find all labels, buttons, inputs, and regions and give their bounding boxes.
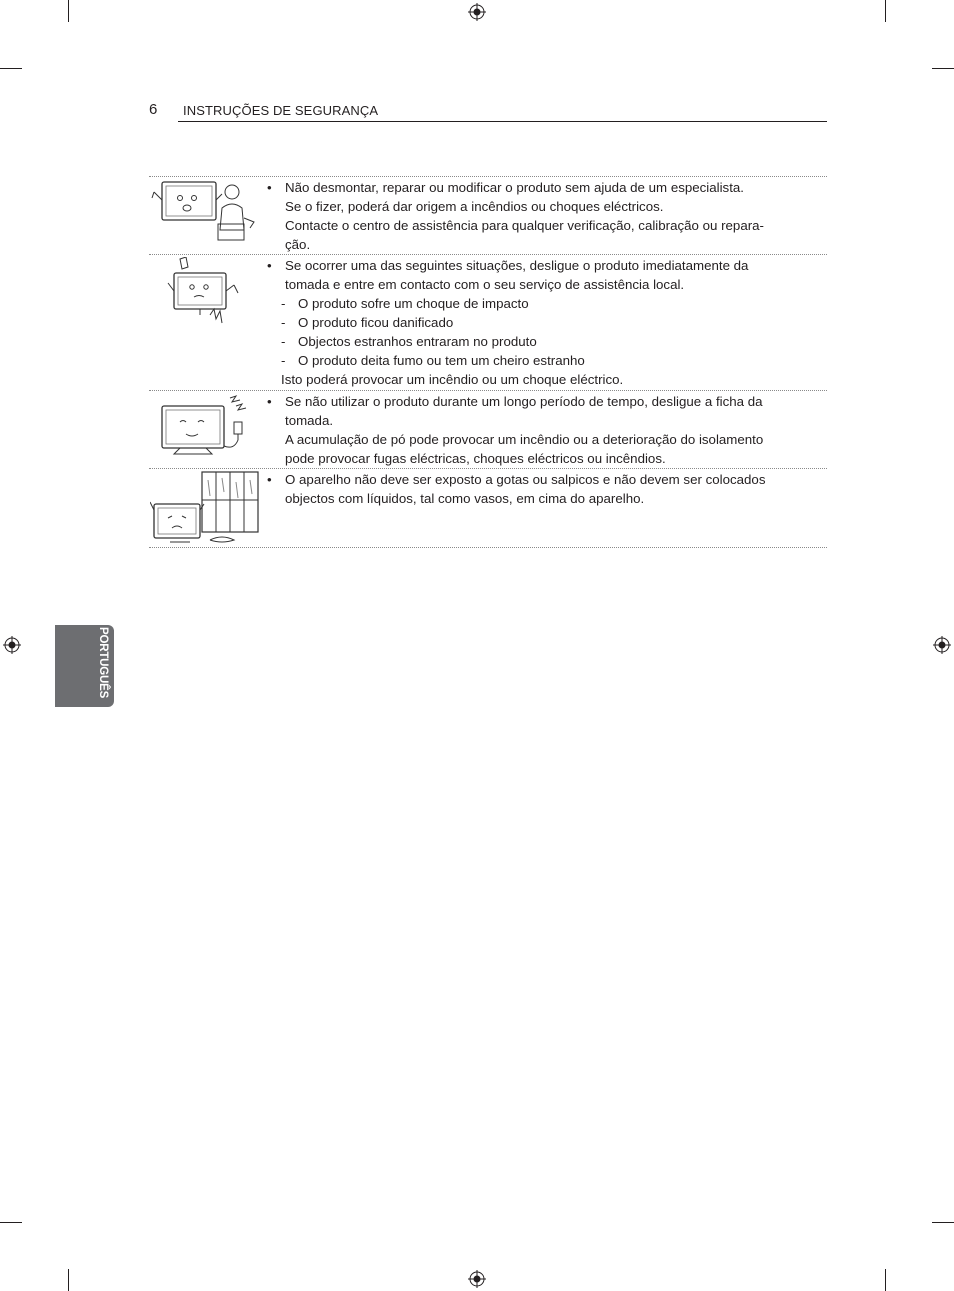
dash: - [281,353,286,368]
instruction-line: Não desmontar, reparar ou modificar o produto sem ajuda de um especialista. [285,180,744,195]
tv-damage-illustration-icon [150,257,260,329]
instruction-line: objectos com líquidos, tal como vasos, em cima do aparelho. [285,491,645,506]
instruction-line: Contacte o centro de assistência para qualquer verificação, calibração ou repara- [285,218,764,233]
safety-text [267,255,827,389]
sub-item-text: Objectos estranhos entraram no produto [298,334,537,349]
crop-mark [0,68,22,69]
instruction-line: ção. [285,237,311,252]
registration-mark-icon [3,636,21,654]
safety-text [267,469,827,508]
dash: - [281,296,286,311]
instruction-line: A acumulação de pó pode provocar um incêndio ou a deterioração do isolamento [285,432,764,447]
crop-mark [885,1269,886,1291]
sub-item [267,294,827,313]
instruction-line: Se o fizer, poderá dar origem a incêndios ou choques eléctricos. [285,199,664,214]
crop-mark [68,0,69,22]
sub-item-text: O produto ficou danificado [298,315,454,330]
page-number: 6 [149,101,158,118]
sub-item [267,332,827,351]
instruction-line: O aparelho não deve ser exposto a gotas ou salpicos e não devem ser colocados [285,472,766,487]
section-title: INSTRUÇÕES DE SEGURANÇA [183,103,379,118]
crop-mark [932,1222,954,1223]
crop-mark [932,68,954,69]
sub-item [267,351,827,370]
registration-mark-icon [468,1270,486,1288]
language-tab [55,625,114,707]
safety-text [267,391,827,468]
registration-mark-icon [933,636,951,654]
safety-row [149,176,827,254]
dash: - [281,315,286,330]
instruction-line: Se não utilizar o produto durante um longo período de tempo, desligue a ficha da [285,394,763,409]
instruction-line: pode provocar fugas eléctricas, choques eléctricos ou incêndios. [285,451,666,466]
sub-item-text: O produto deita fumo ou tem um cheiro estranho [298,353,585,368]
warning-note: Isto poderá provocar um incêndio ou um choque eléctrico. [281,372,624,387]
safety-row [149,254,827,390]
bullet: • [267,258,272,273]
bullet: • [267,180,272,195]
safety-row [149,390,827,468]
bullet: • [267,394,272,409]
dash: - [281,334,286,349]
bullet: • [267,472,272,487]
instruction-line: tomada. [285,413,334,428]
safety-text [267,177,827,254]
instruction-line: Se ocorrer uma das seguintes situações, desligue o produto imediatamente da [285,258,749,273]
crop-mark [0,1222,22,1223]
sub-item-text: O produto sofre um choque de impacto [298,296,529,311]
tv-repair-illustration-icon [150,178,260,250]
crop-mark [68,1269,69,1291]
sub-item [267,313,827,332]
language-label: PORTUGUÊS [97,627,109,699]
safety-row [149,468,827,548]
instruction-line: tomada e entre em contacto com o seu serviço de assistência local. [285,277,685,292]
header-rule [178,121,827,122]
crop-mark [885,0,886,22]
registration-mark-icon [468,3,486,21]
tv-water-illustration-icon [150,470,260,548]
safety-instructions-table [149,176,827,548]
tv-unplug-illustration-icon [150,392,260,464]
